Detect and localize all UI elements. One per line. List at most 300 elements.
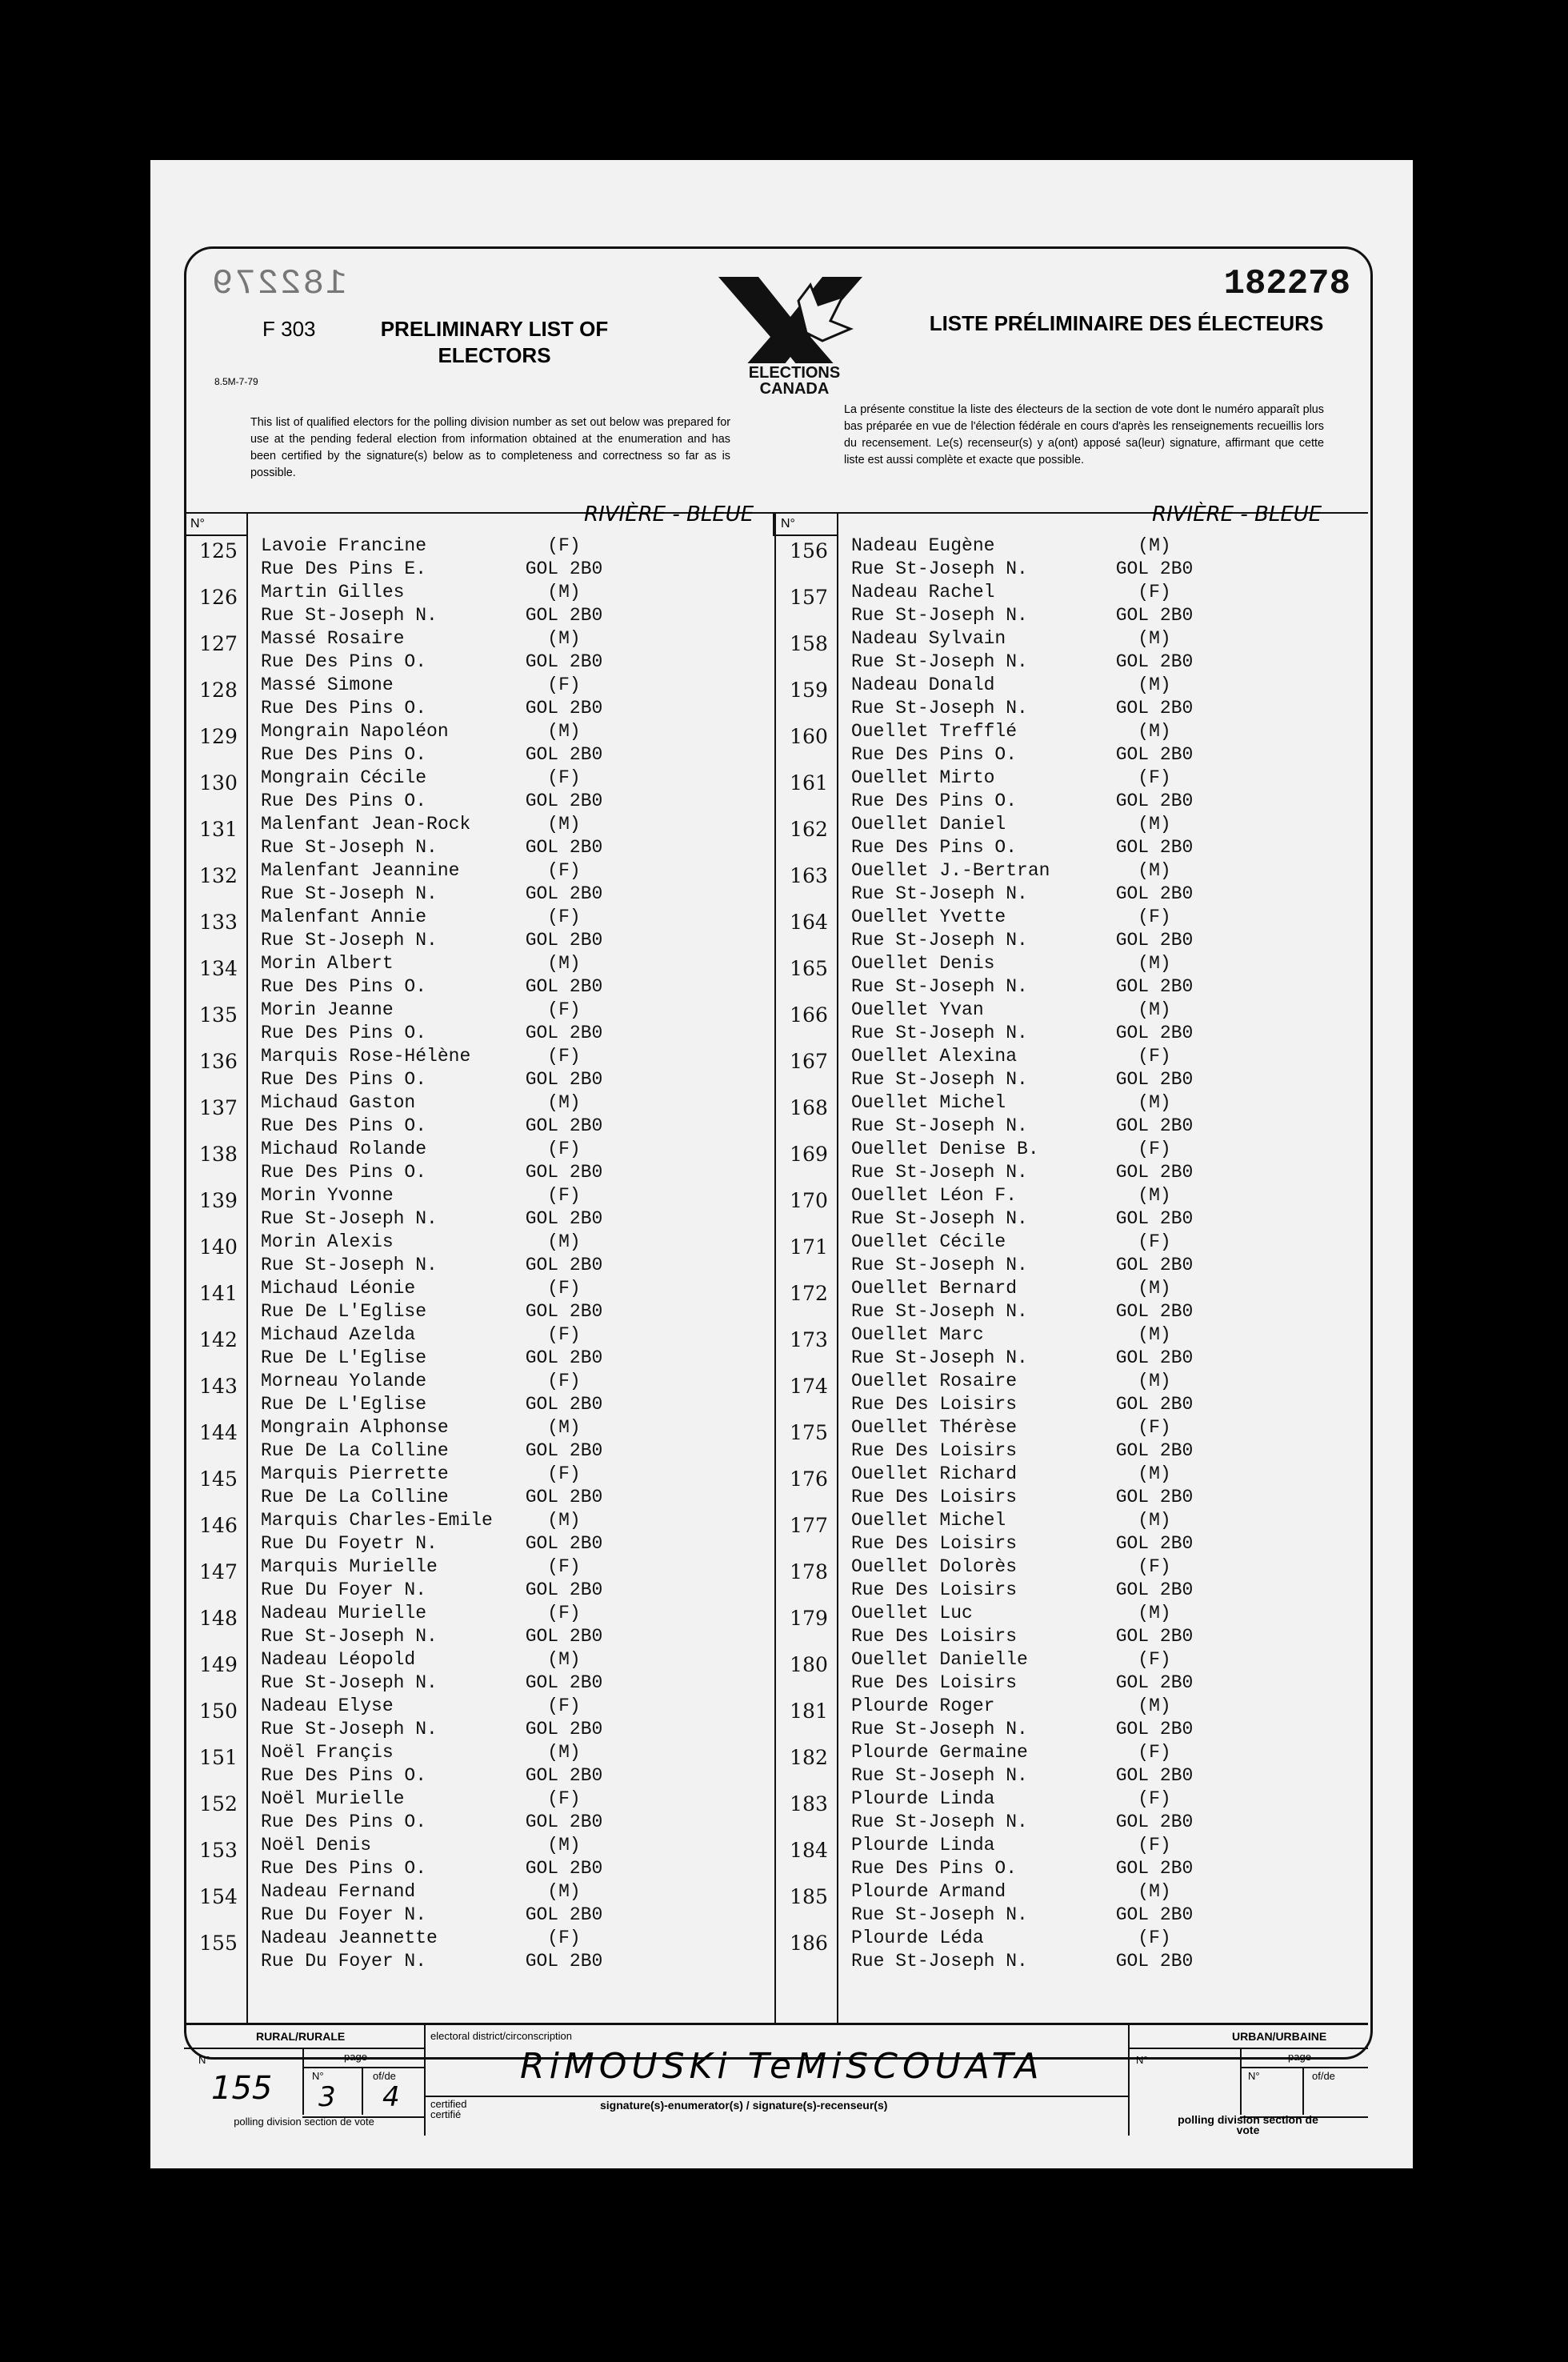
elector-sex: (M) xyxy=(1138,999,1171,1020)
elector-postal-code: GOL 2B0 xyxy=(1115,1440,1194,1461)
district-value: RiMOUSKi TeMiSCOUATA xyxy=(520,2046,1044,2087)
elector-name: Plourde Germaine xyxy=(851,1742,1028,1763)
elector-address: Rue Des Loisirs xyxy=(851,1626,1018,1647)
title-french: LISTE PRÉLIMINAIRE DES ÉLECTEURS xyxy=(929,311,1324,335)
elector-entry xyxy=(184,1323,704,1370)
elector-number: 179 xyxy=(790,1607,828,1630)
elector-entry xyxy=(774,1231,1294,1277)
elector-address: Rue Des Pins O. xyxy=(261,791,427,811)
elector-sex: (M) xyxy=(547,1092,581,1113)
elector-postal-code: GOL 2B0 xyxy=(525,1255,603,1275)
elector-postal-code: GOL 2B0 xyxy=(525,1301,603,1322)
elector-sex: (M) xyxy=(547,1231,581,1252)
elector-name: Nadeau Rachel xyxy=(851,582,995,603)
elector-name: Noël Murielle xyxy=(261,1788,405,1809)
elector-name: Massé Rosaire xyxy=(261,628,405,649)
elector-address: Rue Des Pins O. xyxy=(261,1023,427,1043)
elector-entry xyxy=(184,767,704,813)
elector-name: Ouellet Dolorès xyxy=(851,1556,1018,1577)
elector-entry xyxy=(774,1741,1294,1788)
elector-sex: (F) xyxy=(547,1928,581,1948)
elector-number: 157 xyxy=(790,586,828,609)
elector-postal-code: GOL 2B0 xyxy=(1115,1579,1194,1600)
title-english: PRELIMINARY LIST OF ELECTORS xyxy=(380,317,609,367)
rural-divider xyxy=(184,2048,424,2049)
elector-address: Rue Des Loisirs xyxy=(851,1440,1018,1461)
elector-number: 141 xyxy=(199,1282,238,1305)
elector-address: Rue St-Joseph N. xyxy=(261,837,438,858)
elector-number: 177 xyxy=(790,1514,828,1537)
elector-name: Morin Albert xyxy=(261,953,394,974)
elector-postal-code: GOL 2B0 xyxy=(1115,1533,1194,1554)
elector-name: Ouellet Michel xyxy=(851,1510,1006,1531)
elector-number: 127 xyxy=(199,632,238,655)
elector-entry xyxy=(184,1045,704,1091)
elector-number: 164 xyxy=(790,911,828,934)
elector-address: Rue St-Joseph N. xyxy=(261,605,438,626)
elector-postal-code: GOL 2B0 xyxy=(525,1347,603,1368)
elector-entry xyxy=(774,1555,1294,1602)
elector-entry xyxy=(774,581,1294,627)
elector-postal-code: GOL 2B0 xyxy=(525,1162,603,1183)
elector-entry xyxy=(774,1091,1294,1138)
elector-entry xyxy=(774,1695,1294,1741)
elector-address: Rue St-Joseph N. xyxy=(851,1301,1028,1322)
elector-postal-code: GOL 2B0 xyxy=(1115,1208,1194,1229)
elector-postal-code: GOL 2B0 xyxy=(525,1394,603,1415)
elector-name: Malenfant Annie xyxy=(261,907,427,927)
elector-sex: (F) xyxy=(1138,1139,1171,1159)
elector-postal-code: GOL 2B0 xyxy=(1115,558,1194,579)
elector-name: Michaud Léonie xyxy=(261,1278,416,1299)
elector-address: Rue Des Pins O. xyxy=(261,1858,427,1879)
poll-number: 155 xyxy=(211,2070,273,2107)
elector-entry xyxy=(774,1463,1294,1509)
elector-postal-code: GOL 2B0 xyxy=(1115,976,1194,997)
elector-name: Ouellet Thérèse xyxy=(851,1417,1018,1438)
elector-sex: (F) xyxy=(547,1324,581,1345)
elector-postal-code: GOL 2B0 xyxy=(525,1858,603,1879)
elector-sex: (F) xyxy=(1138,1928,1171,1948)
elector-address: Rue St-Joseph N. xyxy=(851,1115,1028,1136)
elector-postal-code: GOL 2B0 xyxy=(525,1487,603,1507)
right-place-name: RIVIÈRE - BLEUE xyxy=(1152,502,1322,526)
elector-sex: (M) xyxy=(1138,814,1171,835)
elector-number: 161 xyxy=(790,771,828,795)
elector-name: Ouellet Trefflé xyxy=(851,721,1018,742)
elector-postal-code: GOL 2B0 xyxy=(1115,1719,1194,1739)
elector-sex: (M) xyxy=(1138,675,1171,695)
elector-number: 139 xyxy=(199,1189,238,1212)
elector-address: Rue St-Joseph N. xyxy=(261,1208,438,1229)
intro-english: This list of qualified electors for the polling division number as set out below was prepared for use at the pending federal election from information obtained at the enumeration and has been certified by the signature(s) below as to completeness and correctness so far as is possible. xyxy=(250,416,730,479)
elector-number: 137 xyxy=(199,1096,238,1119)
elector-name: Mongrain Cécile xyxy=(261,767,427,788)
elector-number: 151 xyxy=(199,1746,238,1769)
elector-name: Plourde Linda xyxy=(851,1788,995,1809)
elector-name: Ouellet Daniel xyxy=(851,814,1006,835)
elector-entry xyxy=(774,1277,1294,1323)
elector-entry xyxy=(184,1509,704,1555)
elector-number: 142 xyxy=(199,1328,238,1351)
elector-postal-code: GOL 2B0 xyxy=(1115,1301,1194,1322)
elector-postal-code: GOL 2B0 xyxy=(525,651,603,672)
form-footer xyxy=(184,2023,1368,2139)
elector-address: Rue St-Joseph N. xyxy=(851,558,1028,579)
elector-address: Rue Du Foyer N. xyxy=(261,1904,427,1925)
elector-number: 155 xyxy=(199,1932,238,1955)
rural-no-label: N° xyxy=(312,2070,324,2082)
elector-entry xyxy=(774,1788,1294,1834)
elector-postal-code: GOL 2B0 xyxy=(525,930,603,951)
elector-number: 166 xyxy=(790,1003,828,1027)
elector-name: Ouellet Denise B. xyxy=(851,1139,1039,1159)
elector-number: 172 xyxy=(790,1282,828,1305)
elector-entry xyxy=(774,952,1294,999)
elector-sex: (F) xyxy=(1138,1556,1171,1577)
left-place-name: RIVIÈRE - BLEUE xyxy=(584,502,754,526)
elector-name: Plourde Armand xyxy=(851,1881,1006,1902)
elector-sex: (M) xyxy=(1138,1463,1171,1484)
elector-entry xyxy=(774,627,1294,674)
elections-canada-logo xyxy=(702,269,886,397)
elector-postal-code: GOL 2B0 xyxy=(1115,1115,1194,1136)
elector-name: Ouellet Richard xyxy=(851,1463,1018,1484)
elector-number: 140 xyxy=(199,1235,238,1259)
elector-entry xyxy=(184,1788,704,1834)
elector-postal-code: GOL 2B0 xyxy=(525,1579,603,1600)
elector-entry xyxy=(774,1927,1294,1973)
elector-address: Rue St-Joseph N. xyxy=(851,976,1028,997)
elector-entry xyxy=(184,859,704,906)
elector-number: 138 xyxy=(199,1143,238,1166)
elector-number: 132 xyxy=(199,864,238,887)
elector-sex: (M) xyxy=(547,1742,581,1763)
elector-number: 178 xyxy=(790,1560,828,1583)
elector-address: Rue De L'Eglise xyxy=(261,1301,427,1322)
elector-number: 180 xyxy=(790,1653,828,1676)
elector-postal-code: GOL 2B0 xyxy=(1115,1858,1194,1879)
elector-sex: (M) xyxy=(1138,535,1171,556)
elector-sex: (F) xyxy=(1138,907,1171,927)
elector-entry xyxy=(774,999,1294,1045)
elector-entry xyxy=(184,1091,704,1138)
elector-address: Rue Du Foyetr N. xyxy=(261,1533,438,1554)
elector-address: Rue Des Pins O. xyxy=(261,744,427,765)
elector-address: Rue St-Joseph N. xyxy=(261,883,438,904)
elector-postal-code: GOL 2B0 xyxy=(1115,1069,1194,1090)
elector-sex: (M) xyxy=(547,1417,581,1438)
elector-entry xyxy=(774,1138,1294,1184)
elector-sex: (F) xyxy=(1138,1649,1171,1670)
elector-sex: (F) xyxy=(1138,1788,1171,1809)
elector-name: Nadeau Elyse xyxy=(261,1695,394,1716)
urban-of-label: of/de xyxy=(1312,2070,1335,2082)
elector-postal-code: GOL 2B0 xyxy=(1115,930,1194,951)
elector-postal-code: GOL 2B0 xyxy=(1115,1765,1194,1786)
elector-number: 125 xyxy=(199,539,238,562)
elector-name: Ouellet Rosaire xyxy=(851,1371,1018,1391)
elector-name: Ouellet Denis xyxy=(851,953,995,974)
elector-sex: (M) xyxy=(1138,1371,1171,1391)
elector-sex: (M) xyxy=(547,1835,581,1856)
elector-postal-code: GOL 2B0 xyxy=(525,1765,603,1786)
elector-postal-code: GOL 2B0 xyxy=(1115,791,1194,811)
elector-sex: (M) xyxy=(547,1649,581,1670)
elector-entry xyxy=(184,813,704,859)
elector-number: 158 xyxy=(790,632,828,655)
rural-page-label: page xyxy=(344,2051,367,2063)
elector-address: Rue Des Loisirs xyxy=(851,1579,1018,1600)
elector-address: Rue Des Pins O. xyxy=(851,1858,1018,1879)
elector-name: Nadeau Murielle xyxy=(261,1603,427,1623)
certified-label: certified certifié xyxy=(430,2098,467,2120)
elector-postal-code: GOL 2B0 xyxy=(525,1719,603,1739)
elector-sex: (M) xyxy=(1138,628,1171,649)
elector-number: 144 xyxy=(199,1421,238,1444)
elector-number: 147 xyxy=(199,1560,238,1583)
elector-entry xyxy=(184,1880,704,1927)
elector-entry xyxy=(184,1138,704,1184)
elector-name: Marquis Pierrette xyxy=(261,1463,449,1484)
elector-number: 133 xyxy=(199,911,238,934)
logo-text-line1: ELECTIONS xyxy=(748,364,841,382)
elector-name: Malenfant Jeannine xyxy=(261,860,460,881)
right-number-header: N° xyxy=(773,514,838,536)
elector-address: Rue Des Loisirs xyxy=(851,1487,1018,1507)
elector-name: Ouellet Danielle xyxy=(851,1649,1028,1670)
elector-sex: (M) xyxy=(1138,1324,1171,1345)
elector-name: Ouellet Michel xyxy=(851,1092,1006,1113)
elector-number: 134 xyxy=(199,957,238,980)
elector-address: Rue St-Joseph N. xyxy=(851,1023,1028,1043)
elector-address: Rue St-Joseph N. xyxy=(851,1812,1028,1832)
elector-number: 167 xyxy=(790,1050,828,1073)
elector-address: Rue St-Joseph N. xyxy=(261,1719,438,1739)
elector-address: Rue St-Joseph N. xyxy=(851,1255,1028,1275)
elector-entry xyxy=(184,1463,704,1509)
urban-page-divider xyxy=(1302,2067,1304,2115)
elector-number: 146 xyxy=(199,1514,238,1537)
elector-name: Nadeau Eugène xyxy=(851,535,995,556)
elector-number: 186 xyxy=(790,1932,828,1955)
elector-sex: (F) xyxy=(1138,1231,1171,1252)
elector-sex: (F) xyxy=(547,1463,581,1484)
elector-name: Ouellet Marc xyxy=(851,1324,984,1345)
elector-postal-code: GOL 2B0 xyxy=(525,1904,603,1925)
form-code: 8.5M-7-79 xyxy=(214,376,258,387)
elector-number: 182 xyxy=(790,1746,828,1769)
elector-name: Massé Simone xyxy=(261,675,394,695)
elector-entry xyxy=(184,1695,704,1741)
rural-number-label: N° xyxy=(198,2054,210,2066)
elector-entry xyxy=(774,1509,1294,1555)
elector-postal-code: GOL 2B0 xyxy=(1115,1951,1194,1972)
elector-entry xyxy=(774,813,1294,859)
elector-entry xyxy=(184,581,704,627)
elector-address: Rue St-Joseph N. xyxy=(851,1162,1028,1183)
elector-postal-code: GOL 2B0 xyxy=(1115,1255,1194,1275)
elector-name: Michaud Gaston xyxy=(261,1092,416,1113)
elector-entry xyxy=(774,1834,1294,1880)
elector-entry xyxy=(774,534,1294,581)
elector-postal-code: GOL 2B0 xyxy=(1115,1394,1194,1415)
elector-entry xyxy=(184,1231,704,1277)
elector-sex: (F) xyxy=(547,999,581,1020)
elector-number: 130 xyxy=(199,771,238,795)
elector-postal-code: GOL 2B0 xyxy=(525,1023,603,1043)
elector-postal-code: GOL 2B0 xyxy=(1115,1162,1194,1183)
elector-address: Rue St-Joseph N. xyxy=(851,1765,1028,1786)
elector-name: Ouellet Cécile xyxy=(851,1231,1006,1252)
elector-number: 174 xyxy=(790,1375,828,1398)
elector-postal-code: GOL 2B0 xyxy=(525,1812,603,1832)
elector-entry xyxy=(184,627,704,674)
elector-entry xyxy=(774,1602,1294,1648)
elector-address: Rue St-Joseph N. xyxy=(851,651,1028,672)
elector-entry xyxy=(774,859,1294,906)
elector-postal-code: GOL 2B0 xyxy=(1115,698,1194,719)
elector-sex: (M) xyxy=(1138,721,1171,742)
elector-sex: (M) xyxy=(1138,1092,1171,1113)
elector-entry xyxy=(774,767,1294,813)
elector-address: Rue St-Joseph N. xyxy=(851,883,1028,904)
elector-number: 126 xyxy=(199,586,238,609)
elector-name: Morin Yvonne xyxy=(261,1185,394,1206)
form-number: F 303 xyxy=(262,317,316,341)
elector-postal-code: GOL 2B0 xyxy=(1115,1626,1194,1647)
elector-sex: (F) xyxy=(547,1556,581,1577)
elector-sex: (M) xyxy=(1138,1510,1171,1531)
elector-address: Rue Des Loisirs xyxy=(851,1672,1018,1693)
urban-label: URBAN/URBAINE xyxy=(1232,2030,1327,2043)
serial-number: 182278 xyxy=(1223,264,1350,304)
elector-postal-code: GOL 2B0 xyxy=(525,744,603,765)
form-sheet xyxy=(150,160,1413,2168)
elector-postal-code: GOL 2B0 xyxy=(1115,1347,1194,1368)
rural-label: RURAL/RURALE xyxy=(256,2030,346,2043)
elector-sex: (M) xyxy=(1138,1278,1171,1299)
elector-entry xyxy=(184,999,704,1045)
elector-entry xyxy=(184,1927,704,1973)
elector-sex: (M) xyxy=(547,953,581,974)
elector-address: Rue St-Joseph N. xyxy=(851,1951,1028,1972)
elector-name: Nadeau Donald xyxy=(851,675,995,695)
elector-sex: (M) xyxy=(547,582,581,603)
elector-entry xyxy=(774,1045,1294,1091)
electors-table xyxy=(184,502,1368,2024)
elector-name: Plourde Léda xyxy=(851,1928,984,1948)
elector-postal-code: GOL 2B0 xyxy=(525,1672,603,1693)
elector-number: 136 xyxy=(199,1050,238,1073)
rural-of-label: of/de xyxy=(373,2070,396,2082)
elector-entry xyxy=(184,1416,704,1463)
elector-sex: (F) xyxy=(547,1695,581,1716)
elector-sex: (M) xyxy=(1138,1185,1171,1206)
elector-number: 168 xyxy=(790,1096,828,1119)
elector-name: Nadeau Fernand xyxy=(261,1881,416,1902)
elector-name: Nadeau Jeannette xyxy=(261,1928,438,1948)
elector-number: 165 xyxy=(790,957,828,980)
elector-number: 176 xyxy=(790,1467,828,1491)
elector-address: Rue St-Joseph N. xyxy=(851,605,1028,626)
elector-number: 128 xyxy=(199,679,238,702)
elector-name: Nadeau Sylvain xyxy=(851,628,1006,649)
elector-postal-code: GOL 2B0 xyxy=(525,1115,603,1136)
elector-address: Rue De La Colline xyxy=(261,1440,449,1461)
elector-number: 156 xyxy=(790,539,828,562)
elector-address: Rue Des Pins E. xyxy=(261,558,427,579)
elector-sex: (F) xyxy=(1138,1417,1171,1438)
elector-sex: (M) xyxy=(1138,1881,1171,1902)
elector-address: Rue Des Loisirs xyxy=(851,1533,1018,1554)
elector-name: Michaud Azelda xyxy=(261,1324,416,1345)
elector-sex: (M) xyxy=(1138,860,1171,881)
elector-number: 143 xyxy=(199,1375,238,1398)
elector-name: Morin Alexis xyxy=(261,1231,394,1252)
elector-postal-code: GOL 2B0 xyxy=(1115,1812,1194,1832)
elector-entry xyxy=(774,720,1294,767)
elector-address: Rue Des Loisirs xyxy=(851,1394,1018,1415)
elector-name: Martin Gilles xyxy=(261,582,405,603)
logo-text-line2: CANADA xyxy=(759,380,830,397)
elector-address: Rue Des Pins O. xyxy=(261,1115,427,1136)
elector-sex: (F) xyxy=(547,1371,581,1391)
urban-polling-label: polling division section de vote xyxy=(1178,2113,1318,2136)
elector-name: Mongrain Napoléon xyxy=(261,721,449,742)
urban-box-divider xyxy=(1128,2025,1130,2136)
elector-sex: (F) xyxy=(547,1278,581,1299)
elector-name: Marquis Charles-Emile xyxy=(261,1510,493,1531)
elector-sex: (M) xyxy=(547,721,581,742)
rural-polling-label: polling division section de vote xyxy=(234,2116,374,2128)
elector-entry xyxy=(184,1370,704,1416)
elector-entry xyxy=(184,906,704,952)
elector-number: 163 xyxy=(790,864,828,887)
elector-address: Rue St-Joseph N. xyxy=(851,1904,1028,1925)
elector-sex: (F) xyxy=(1138,1742,1171,1763)
elector-number: 162 xyxy=(790,818,828,841)
mirrored-serial-stamp: 182279 xyxy=(210,264,347,304)
urban-number-label: N° xyxy=(1136,2054,1148,2066)
elector-postal-code: GOL 2B0 xyxy=(525,837,603,858)
elector-entry xyxy=(184,952,704,999)
elector-number: 148 xyxy=(199,1607,238,1630)
elector-address: Rue St-Joseph N. xyxy=(851,1208,1028,1229)
elector-name: Morneau Yolande xyxy=(261,1371,427,1391)
elector-number: 150 xyxy=(199,1699,238,1723)
elector-entry xyxy=(184,674,704,720)
elector-postal-code: GOL 2B0 xyxy=(1115,837,1194,858)
elector-number: 129 xyxy=(199,725,238,748)
page-total: 4 xyxy=(382,2081,400,2113)
elector-name: Ouellet Luc xyxy=(851,1603,973,1623)
elector-number: 135 xyxy=(199,1003,238,1027)
elector-postal-code: GOL 2B0 xyxy=(1115,605,1194,626)
elector-address: Rue St-Joseph N. xyxy=(851,1069,1028,1090)
elector-entry xyxy=(184,1277,704,1323)
elector-sex: (F) xyxy=(547,675,581,695)
elector-postal-code: GOL 2B0 xyxy=(525,1626,603,1647)
elector-sex: (F) xyxy=(547,1139,581,1159)
elector-sex: (M) xyxy=(547,814,581,835)
elector-number: 154 xyxy=(199,1885,238,1908)
elector-number: 183 xyxy=(790,1792,828,1816)
elector-number: 171 xyxy=(790,1235,828,1259)
elector-entry xyxy=(774,674,1294,720)
elector-entry xyxy=(774,1648,1294,1695)
elector-postal-code: GOL 2B0 xyxy=(525,883,603,904)
